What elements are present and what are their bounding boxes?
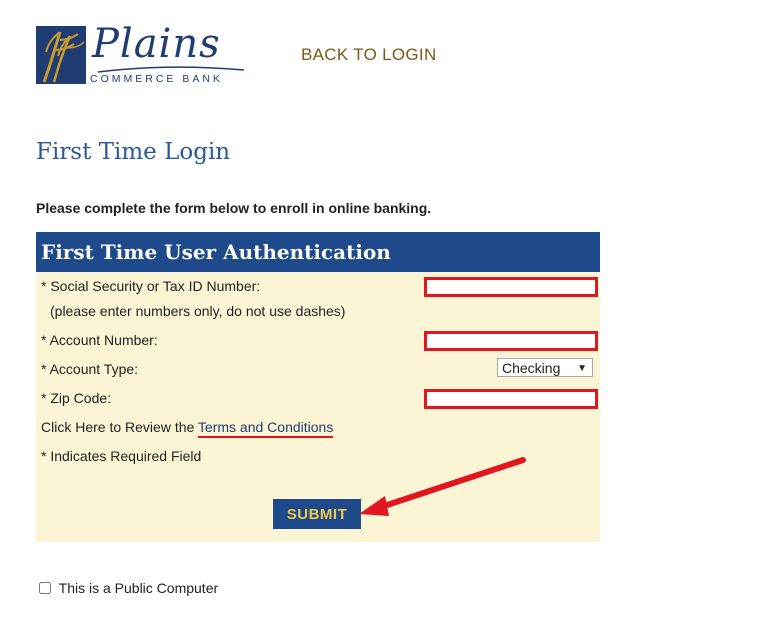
required-note: * Indicates Required Field	[41, 448, 202, 464]
zip-code-label: * Zip Code:	[41, 390, 112, 406]
back-to-login-link[interactable]: BACK TO LOGIN	[301, 45, 437, 64]
account-number-label: * Account Number:	[41, 332, 158, 348]
logo-wordmark: Plains	[92, 21, 221, 67]
triangle-down-icon: ▼	[577, 363, 587, 374]
account-type-value: Checking	[502, 360, 561, 376]
bank-logo[interactable]	[36, 21, 248, 88]
submit-button[interactable]: SUBMIT	[273, 499, 361, 529]
account-type-select[interactable]	[497, 358, 593, 377]
terms-prefix: Click Here to Review the	[41, 419, 195, 435]
logo-subtitle: COMMERCE BANK	[90, 73, 223, 85]
ssn-label: * Social Security or Tax ID Number:	[41, 278, 261, 294]
account-number-input[interactable]	[424, 331, 598, 351]
wheat-stalk-icon	[36, 26, 86, 84]
intro-text: Please complete the form below to enroll in online banking.	[36, 200, 432, 216]
public-computer-label: This is a Public Computer	[58, 580, 219, 596]
panel-header: First Time User Authentication	[36, 232, 600, 272]
public-computer-row	[39, 580, 218, 596]
ssn-input[interactable]	[424, 277, 598, 297]
red-arrow-icon	[355, 452, 535, 522]
terms-and-conditions-link[interactable]: Terms and Conditions	[198, 419, 333, 438]
account-type-label: * Account Type:	[41, 361, 139, 377]
public-computer-checkbox[interactable]	[39, 582, 51, 594]
ssn-hint: (please enter numbers only, do not use dashes)	[50, 303, 346, 319]
terms-row	[41, 419, 333, 435]
page-title: First Time Login	[36, 139, 231, 165]
zip-code-input[interactable]	[424, 389, 598, 409]
